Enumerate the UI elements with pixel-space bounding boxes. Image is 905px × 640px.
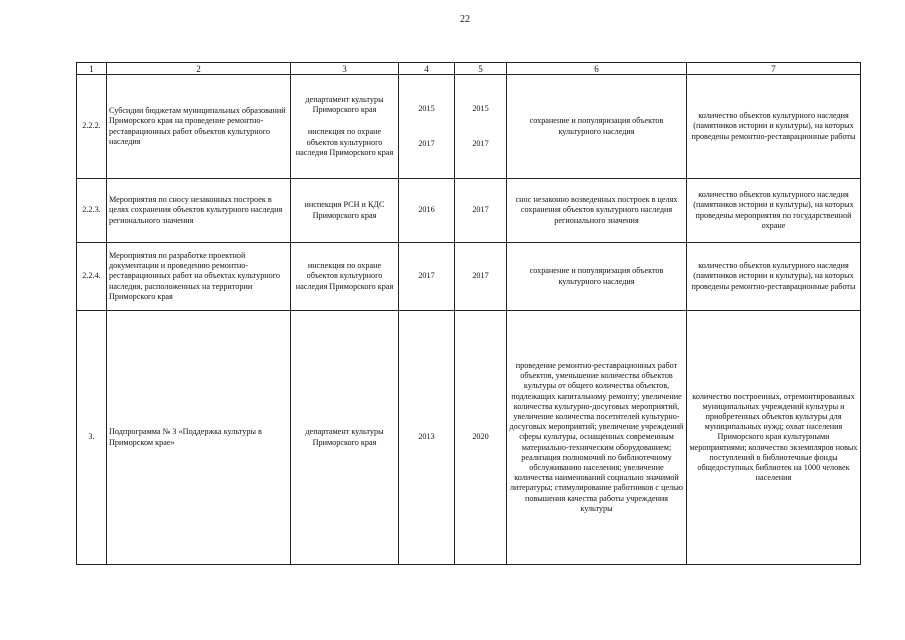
executor-line: департамент культуры Приморского края [305, 94, 384, 115]
row-number: 2.2.2. [77, 75, 107, 179]
column-number: 3 [291, 63, 399, 75]
row-indicator: количество объектов культурного наследия (памятников истории и культуры), на которых проведены ремонтно-реставрационные работы [687, 243, 861, 311]
page-number: 22 [460, 14, 470, 25]
row-name: Подпрограмма № 3 «Поддержка культуры в Приморском крае» [107, 311, 291, 565]
executor-line: инспекция по охране объектов культурного наследия Приморского края [295, 127, 394, 157]
row-end-year: 2020 [455, 311, 507, 565]
row-end-year [455, 75, 507, 179]
row-name: Мероприятия по сносу незаконных построек в целях сохранения объектов культурного наследия регионального значения [107, 179, 291, 243]
row-name: Мероприятия по разработке проектной документации и проведению ремонтно-реставрационных работ на объектах культурного наследия, расположенных на территории Приморского края [107, 243, 291, 311]
program-table [76, 62, 861, 565]
table-row [77, 243, 861, 311]
spacer [457, 115, 504, 139]
row-number: 2.2.3. [77, 179, 107, 243]
row-executor: инспекция РСН и КДС Приморского края [291, 179, 399, 243]
row-result: снос незаконно возведенных построек в целях сохранения объектов культурного наследия регионального значения [507, 179, 687, 243]
spacer [293, 115, 396, 127]
spacer [401, 115, 452, 139]
row-end-year: 2017 [455, 243, 507, 311]
column-number: 4 [399, 63, 455, 75]
table-row [77, 311, 861, 565]
year-value: 2017 [472, 138, 489, 148]
row-start-year: 2016 [399, 179, 455, 243]
row-start-year [399, 75, 455, 179]
column-number: 6 [507, 63, 687, 75]
year-value: 2015 [472, 104, 489, 114]
row-indicator: количество построенных, отремонтированных муниципальных учреждений культуры и приобретенных объектов культуры для муниципальных нужд; охват населения Приморского края культурными мероприятиями; количество экземпляров новых поступлений в библиотечные фонды общедоступных библиотек на 1000 человек населения [687, 311, 861, 565]
column-number-row [77, 63, 861, 75]
column-number: 5 [455, 63, 507, 75]
row-executor: департамент культуры Приморского края [291, 311, 399, 565]
column-number: 2 [107, 63, 291, 75]
row-result: сохранение и популяризация объектов культурного наследия [507, 75, 687, 179]
row-start-year: 2017 [399, 243, 455, 311]
row-indicator: количество объектов культурного наследия (памятников истории и культуры), на которых проведены мероприятия по государственной охране [687, 179, 861, 243]
row-start-year: 2013 [399, 311, 455, 565]
table-row [77, 75, 861, 179]
row-result: проведение ремонтно-реставрационных работ объектов, уменьшение количества объектов культуры от общего количества объектов, подлежащих капитальному ремонту; увеличение количества культурно-досуговых мероприятий, увеличение количества посетителей культурно-досуговых мероприятий; увеличение учреждений сферы культуры, оснащенных современным материально-техническим оборудованием; реализация полномочий по библиотечному обслуживанию населения; увеличение количества наименований социально значимой литературы; стимулирование работников с целью повышения качества работы учреждения культуры [507, 311, 687, 565]
row-executor [291, 75, 399, 179]
row-executor: инспекция по охране объектов культурного наследия Приморского края [291, 243, 399, 311]
column-number: 7 [687, 63, 861, 75]
row-indicator: количество объектов культурного наследия (памятников истории и культуры), на которых проведены ремонтно-реставрационные работы [687, 75, 861, 179]
row-name: Субсидии бюджетам муниципальных образований Приморского края на проведение ремонтно-реставрационных работ объектов культурного наследия [107, 75, 291, 179]
year-value: 2017 [418, 138, 435, 148]
year-value: 2015 [418, 104, 435, 114]
row-number: 3. [77, 311, 107, 565]
row-result: сохранение и популяризация объектов культурного наследия [507, 243, 687, 311]
row-number: 2.2.4. [77, 243, 107, 311]
row-end-year: 2017 [455, 179, 507, 243]
column-number: 1 [77, 63, 107, 75]
table-row [77, 179, 861, 243]
